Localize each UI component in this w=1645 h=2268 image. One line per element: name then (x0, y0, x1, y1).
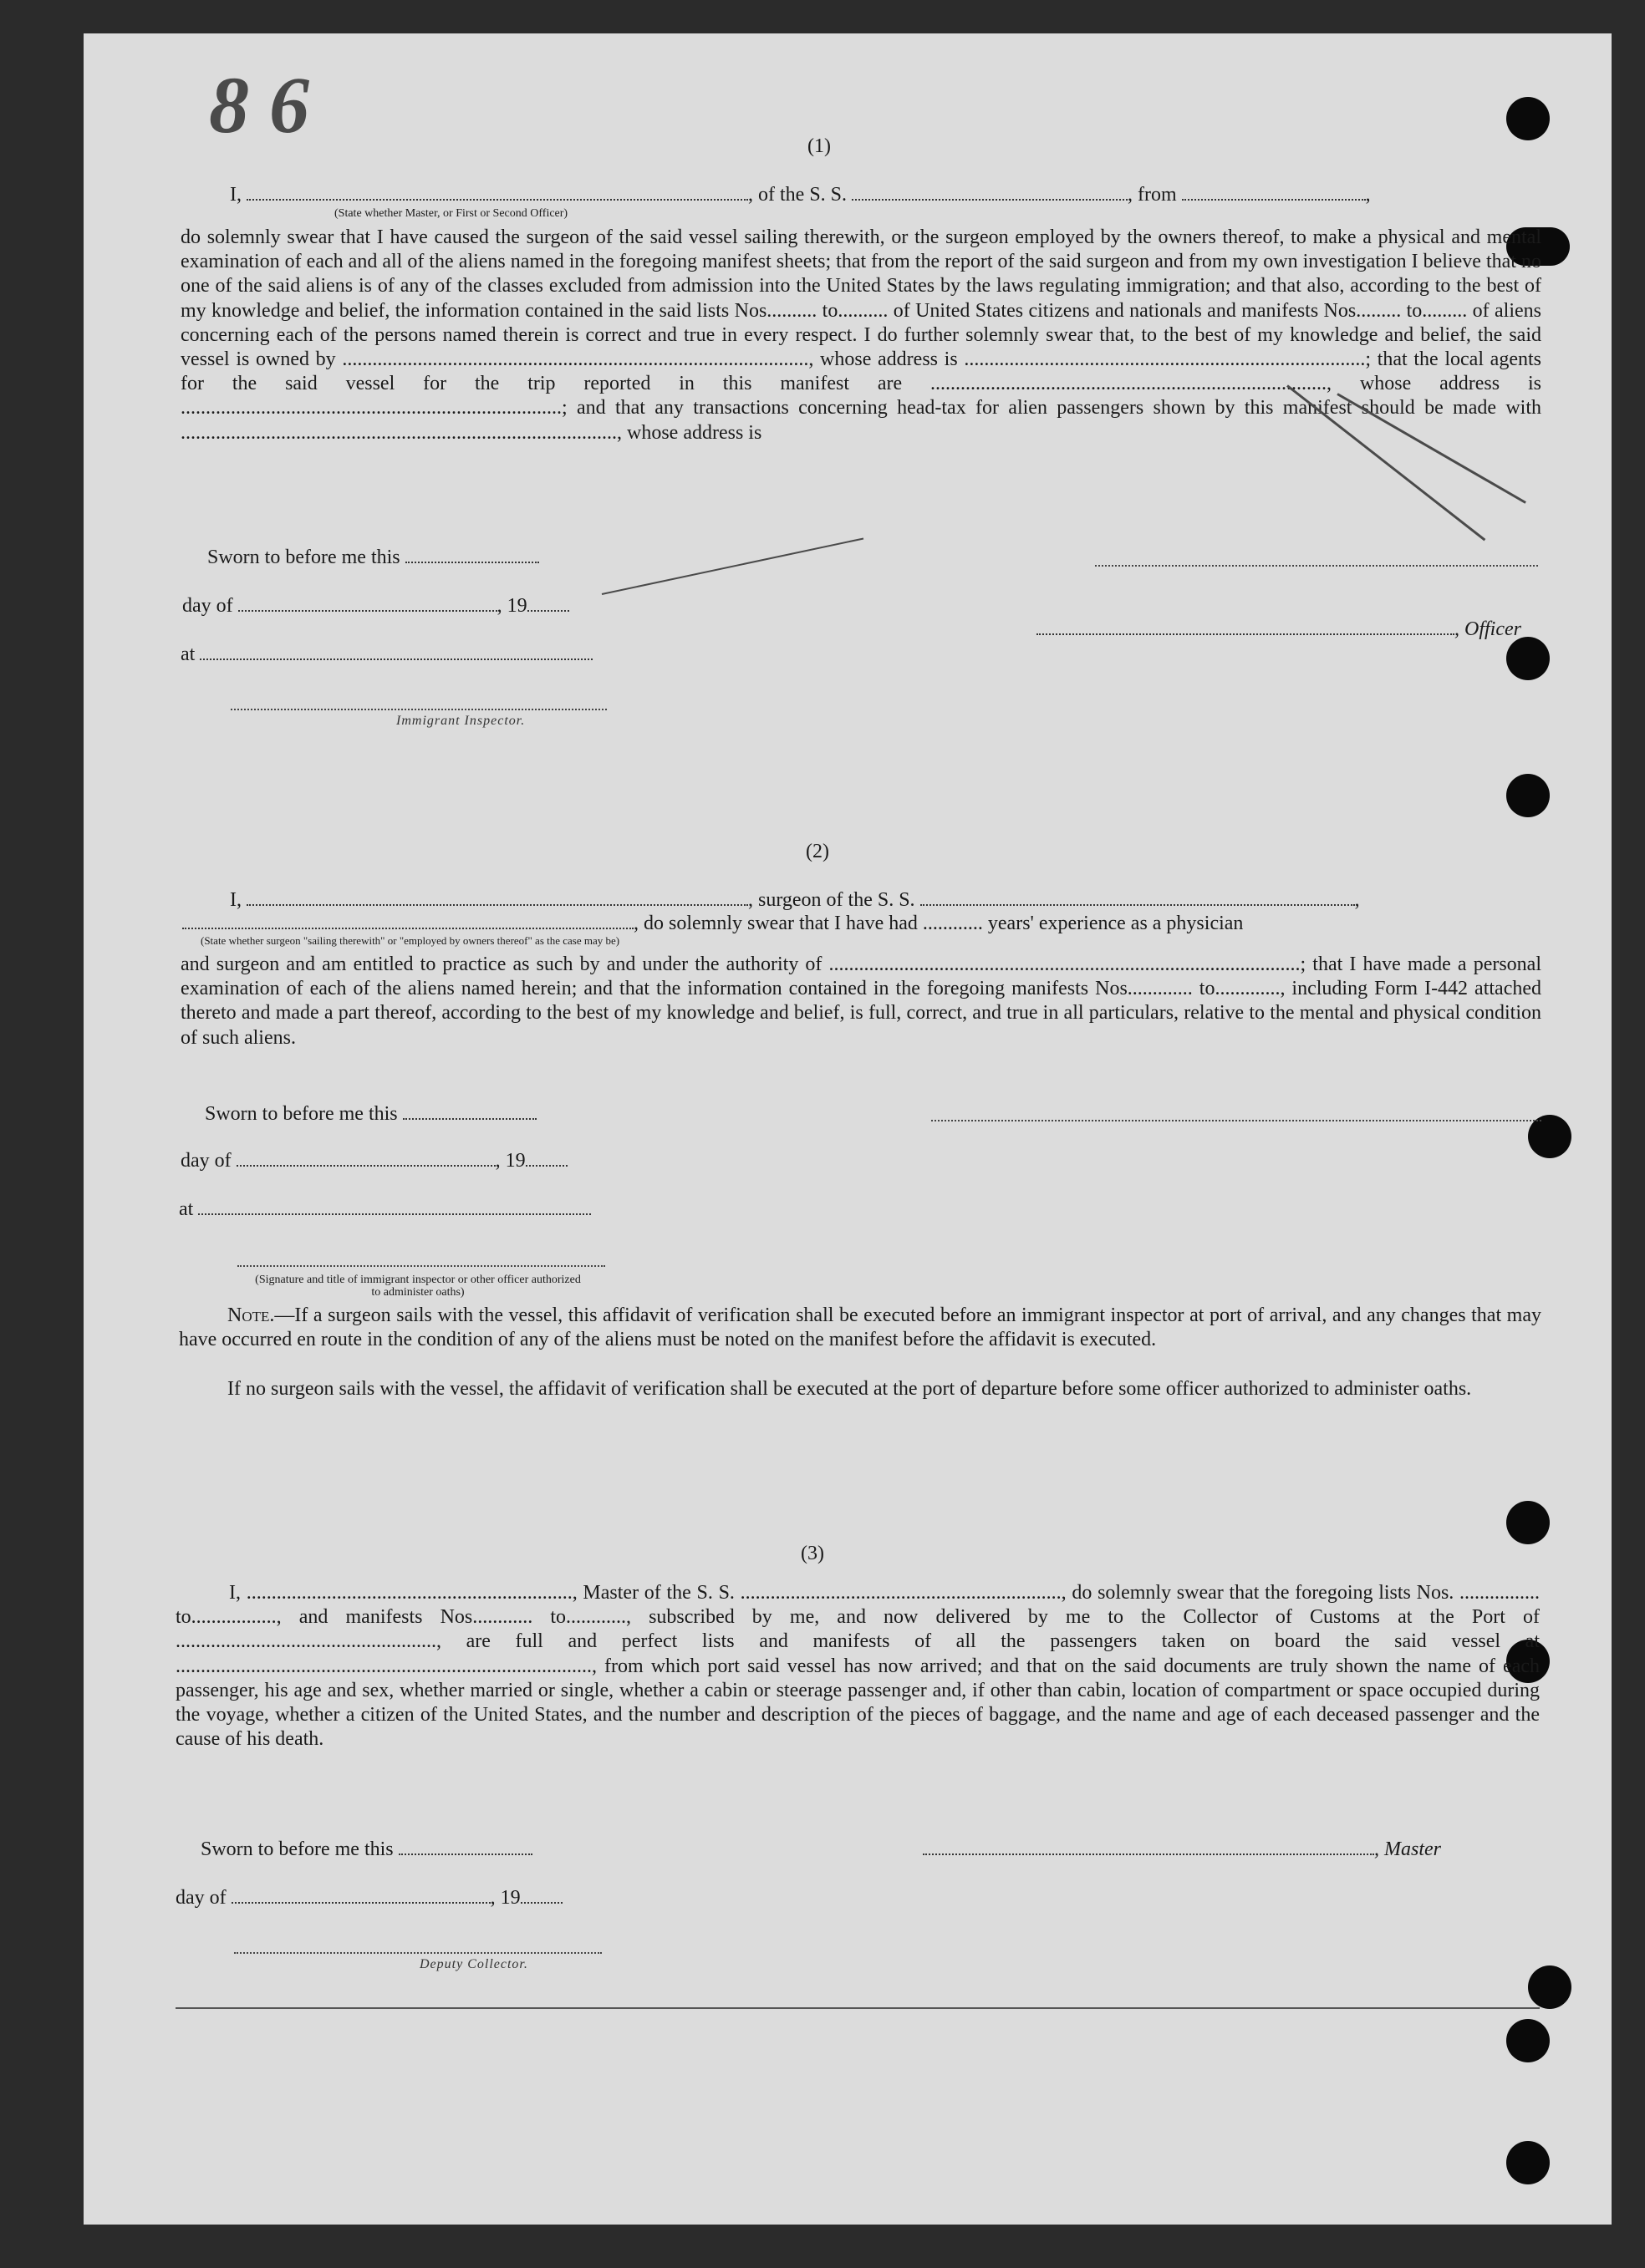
section-1-body: do solemnly swear that I have caused the surgeon of the said vessel sailing therewith, or the surgeon employed by the owners thereof, to make a physical and mental examination of each and all of the aliens named in the foregoing manifest sheets; that from the report of the said surgeon and from my own investigation I believe that no one of the said aliens is of any of the classes excluded from admission into the United States by the laws regulating immigration; and that also, according to the best of my knowledge and belief, the information contained in the said lists Nos.......... to.......... of United States citizens and nationals and manifests Nos......... to......... of aliens concerning each of the persons named therein is correct and true in every respect. I do further solemnly swear that, to the best of my knowledge and belief, the said vessel is owned by ............................................................................................., whose address is ................................................................................; that the local agents for the said vessel for the trip reported in this manifest are ..............................................................................., whose address is ............................................................................; and that any transactions concerning head-tax for alien passengers shown by this manifest should be made with ......................................................................................., whose address is (181, 226, 1541, 444)
label-I: I, (230, 184, 242, 206)
note-text-1: —If a surgeon sails with the vessel, this affidavit of verification shall be executed before an immigrant inspector at port of arrival, and any changes that may have occurred en route in the condition of any of the aliens must be noted on the manifest before the affidavit is executed. (179, 1304, 1541, 1351)
officer-signature-line-a (1095, 565, 1538, 567)
bottom-rule (176, 2007, 1540, 2009)
caption-immigrant-inspector: Immigrant Inspector. (396, 714, 526, 728)
section-1-line-1: I, , of the S. S. , from , (230, 184, 1371, 206)
section-2-line-2 (182, 911, 1243, 935)
label-of-ss: , of the S. S. (748, 184, 848, 206)
punch-hole (1506, 1501, 1550, 1544)
sworn-line-3 (201, 1837, 532, 1861)
note-label: Note. (227, 1304, 275, 1326)
at-label: at (179, 1198, 194, 1220)
year-label: , 19 (490, 1887, 521, 1909)
day-of-label: day of (176, 1887, 227, 1909)
inspector-signature-line-2 (237, 1265, 605, 1267)
years-experience-text: , do solemnly swear that I have had ............ years' experience as a physician (634, 913, 1244, 934)
sworn-line-1 (207, 545, 539, 569)
punch-hole (1506, 2141, 1550, 2184)
day-of-label: day of (181, 1150, 232, 1172)
sworn-label: Sworn to before me this (201, 1838, 394, 1860)
at-line-2 (179, 1197, 591, 1221)
master-label: , Master (1374, 1838, 1441, 1860)
section-2-line-1: I, , surgeon of the S. S. , (230, 889, 1360, 911)
at-label: at (181, 643, 196, 665)
caption-master: (State whether Master, or First or Second Officer) (334, 207, 568, 220)
section-3-number: (3) (801, 1543, 824, 1564)
inspector-signature-line (231, 709, 607, 710)
day-of-line-2 (181, 1148, 568, 1172)
year-label: , 19 (497, 595, 527, 617)
section-3-body: I, ................................................................., Master of the S. S. ................................................................, do solemnly swear that the foregoing lists Nos. ................ to................., and manifests Nos............ to............, subscribed by me, and now delivered by me to the Collector of Customs at the Port of ...................................................., are full and perfect lists and manifests of all the passengers taken on board the said vessel at ..................................................................................., from which port said vessel has now arrived; and that on the said documents are truly shown the name of each passenger, his age and sex, whether married or single, whether a cabin or steerage passenger and, if other than cabin, location of compartment or space occupied during the voyage, whether a citizen of the United States, and the number and description of the pieces of baggage, and the name and age of each deceased passenger and the cause of his death. (176, 1582, 1540, 1751)
sworn-line-2 (205, 1101, 537, 1126)
section-2-number: (2) (806, 841, 829, 862)
day-of-line-1 (182, 593, 569, 618)
handwritten-mark-8: 8 6 (209, 60, 309, 150)
sworn-label: Sworn to before me this (207, 547, 400, 568)
day-of-label: day of (182, 595, 233, 617)
label-surgeon-ss: , surgeon of the S. S. (748, 889, 915, 911)
section-2-body: and surgeon and am entitled to practice as such by and under the authority of ..............................................................................................; that I have made a personal examination of each of the aliens named herein; and that the information contained in the foregoing manifests Nos............. to............., including Form I-442 attached thereto and made a part thereof, according to the best of my knowledge and belief, is full, correct, and true in all particulars, relative to the mental and physical condition of such aliens. (181, 953, 1541, 1049)
pen-strike (602, 537, 863, 594)
section-1-number: (1) (807, 135, 831, 157)
section-2-note-2: If no surgeon sails with the vessel, the affidavit of verification shall be executed at the port of departure before some officer authorized to administer oaths. (227, 1378, 1472, 1400)
punch-hole (1506, 637, 1550, 680)
label-from: , from (1128, 184, 1177, 206)
at-line-1 (181, 642, 593, 666)
document-page (84, 33, 1612, 2225)
officer-line (1036, 617, 1521, 641)
label-I: I, (230, 889, 242, 911)
collector-signature-line (234, 1952, 602, 1954)
year-label: , 19 (495, 1150, 526, 1172)
sworn-label: Sworn to before me this (205, 1103, 398, 1125)
punch-hole (1506, 774, 1550, 817)
caption-surgeon: (State whether surgeon "sailing therewith" or "employed by owners thereof" as the case may be) (201, 934, 620, 947)
section-2-note-1 (179, 1304, 1541, 1352)
day-of-line-3 (176, 1885, 563, 1909)
punch-hole (1506, 97, 1550, 140)
officer-label: , Officer (1454, 618, 1521, 640)
caption-deputy-collector: Deputy Collector. (420, 1957, 528, 1971)
punch-hole (1506, 2019, 1550, 2062)
punch-hole (1528, 1965, 1571, 2009)
caption-signature-title: (Signature and title of immigrant inspector or other officer authorized to administer oaths) (255, 1274, 581, 1299)
master-line (923, 1837, 1441, 1861)
surgeon-signature-line (931, 1120, 1541, 1121)
